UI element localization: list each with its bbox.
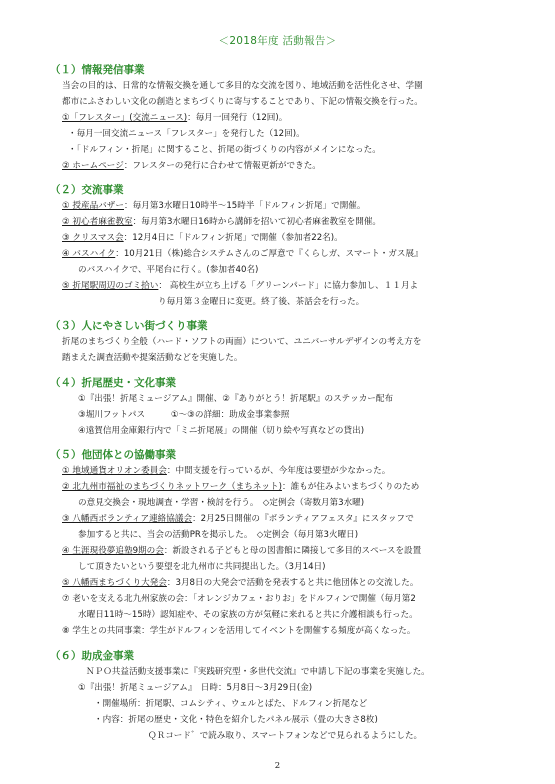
s2-item-3-text: ：12月4日に「ドルフィン折尾」で開催（参加者22名)。 (123, 233, 343, 243)
s5-item-7-continuation: 水曜日11時～15時）認知症や、その家族の方が気軽に来れると共に介護相談も行った。 (78, 610, 418, 620)
s5-item-3-continuation: 参加すると共に、当会の活動PRを掲示した。 ◇定例会（毎月第3火曜日) (78, 530, 359, 540)
s4-line-3: ④遠賀信用金庫銀行内で「ミニ折尾展」の開催（切り絵や写真などの貸出) (78, 426, 365, 436)
s5-item-1 (62, 465, 390, 477)
s6-paragraph: ＮＰＯ共益活動支援事業に『実践研究型・多世代交流』で申請し下記の事業を実施した。 (86, 667, 430, 677)
s3-paragraph-line-2: 踏まえた調査活動や提案活動などを実施した。 (62, 353, 243, 363)
s5-item-8: ⑧ 学生との共同事業：学生がドルフィンを活用してイベントを開催する頻度が高くなった。 (62, 626, 416, 636)
s2-item-4 (62, 248, 423, 260)
s1-paragraph-line-2: 都市にふさわしい文化の創造とまちづくりに寄与することであり、下記の情報交換を行った。 (62, 97, 423, 107)
s2-item-5-label: ⑤ 折尾駅周辺のゴミ拾い (62, 281, 159, 291)
s1-bullet-1: ・毎月一回交流ニュース「フレスター」を発行した（12回)。 (68, 129, 305, 139)
s5-item-3-text: ：2月25日開催の『ボランティアフェスタ』にスタッフで (192, 514, 414, 524)
s1-item-1 (62, 112, 287, 124)
s2-item-5 (62, 280, 418, 292)
s1-item-1-label: ①「フレスター」(交流ニュース) (62, 113, 188, 123)
s5-item-2-text: ：誰もが住みよいまちづくりのため (281, 482, 420, 492)
s6-line-2: ・開催場所：折尾駅、コムシティ、ウェルとばた、ドルフィン折尾など (94, 699, 368, 709)
section-2-heading: （２）交流事業 (50, 184, 124, 196)
s1-paragraph-line-1: 当会の目的は、日常的な情報交換を通して多目的な交流を図り、地域活動を活性化させ、学園 (62, 81, 423, 91)
s2-item-1 (62, 200, 366, 212)
s1-item-2-text: ：フレスターの発行に合わせて情報更新ができた。 (123, 161, 321, 171)
s2-item-5-text: ： 高校生が立ち上げる「グリーンパード」に協力参加し、１１月よ (158, 281, 419, 291)
section-5-heading: （５）他団体との協働事業 (50, 449, 176, 461)
s6-line-1: ①『出張！折尾ミュージアム』 日時：5月8日～3月29日(金) (78, 683, 313, 693)
s2-item-4-text: ：10月21日（株)総合システムさんのご厚意で『くらしガ、スマート・ガス展』 (115, 249, 423, 259)
s5-item-1-label: ① 地域通貨オリオン委員会 (62, 466, 167, 476)
s4-line-1: ①『出張！折尾ミュージアム』開催、②『ありがとう！折尾駅』のステッカー配布 (78, 394, 394, 404)
page-number: 2 (274, 761, 281, 771)
s5-item-1-text: ：中間支援を行っているが、今年度は要望が少なかった。 (166, 466, 391, 476)
s2-item-3 (62, 232, 343, 244)
s5-item-4-label: ④ 生涯現役夢追塾9期の会 (62, 546, 164, 556)
s3-paragraph-line-1: 折尾のまちづくり全般（ハード・ソフトの両面）について、ユニバーサルデザインの考え方を (62, 337, 422, 347)
s5-item-5-label: ⑤ 八幡西まちづくり大発会 (62, 578, 167, 588)
s5-item-2-continuation: の意見交換会・現地調査・学習・検討を行う。 ◇定例会（寄数月第3水曜) (78, 498, 365, 508)
s5-item-3-label: ③ 八幡西ボランティア連絡協議会 (62, 514, 193, 524)
s2-item-5-continuation: り毎月第３金曜日に変更。終了後、茶話会を行った。 (158, 297, 365, 307)
s5-item-4-text: ：新設される子どもと母の図書館に隣接して多目的スペースを設置 (163, 546, 422, 556)
s2-item-4-continuation: のバスハイクで、平尾台に行く。(参加者40名) (78, 265, 259, 275)
section-6-heading: （６）助成金事業 (50, 650, 134, 662)
s6-line-4: ＱＲコード゛で読み取り、スマートフォンなどで見られるようにした。 (148, 731, 423, 741)
s1-item-2-label: ② ホームページ (62, 161, 124, 171)
section-3-heading: （３）人にやさしい街づくり事業 (50, 320, 208, 332)
s1-item-2 (62, 160, 321, 172)
section-1-heading: （１）情報発信事業 (50, 64, 145, 76)
s5-item-4-continuation: して頂きたいという要望を北九州市に共同提出した。（3月14日) (78, 562, 326, 572)
s5-item-5-text: ：3月8日の大発会で活動を発表すると共に他団体との交流した。 (166, 578, 419, 588)
report-title: ＜2018年度 活動報告＞ (218, 35, 337, 47)
s5-item-2 (62, 481, 419, 493)
s5-item-2-label: ② 北九州市福祉のまちづくりネットワーク（まちネット) (62, 482, 282, 492)
s2-item-2-label: ② 初心者麻雀教室 (62, 217, 133, 227)
s2-item-3-label: ③ クリスマス会 (62, 233, 124, 243)
s1-bullet-2: ・「ドルフィン・折尾」に関すること、折尾の街づくりの内容がメインになった。 (68, 145, 381, 155)
s2-item-2-text: ：毎月第3水曜日16時から講師を招いて初心者麻雀教室を開催。 (132, 217, 382, 227)
s2-item-2 (62, 216, 381, 228)
s2-item-1-label: ① 授産品バザー (62, 201, 124, 211)
s5-item-4 (62, 545, 421, 557)
s5-item-3 (62, 513, 414, 525)
s6-line-3: ・内容：折尾の歴史・文化・特色を紹介したパネル展示（畳の大きさ8枚) (94, 715, 378, 725)
s2-item-1-text: ：毎月第3水曜日10時半～15時半「ドルフィン折尾」で開催。 (124, 201, 366, 211)
s2-item-4-label: ④ バスハイク (62, 249, 116, 259)
section-4-heading: （４）折尾歴史・文化事業 (50, 377, 176, 389)
s5-item-5 (62, 577, 418, 589)
s5-item-7: ⑦ 老いを支える北九州家族の会：「オレンジカフェ・おりお」をドルフィンで開催（毎月第2 (62, 594, 416, 604)
s1-item-1-text: ：毎月一回発行（12回)。 (187, 113, 288, 123)
s4-line-2: ③堀川フットパス ①～③の詳細：助成金事業参照 (78, 410, 290, 420)
